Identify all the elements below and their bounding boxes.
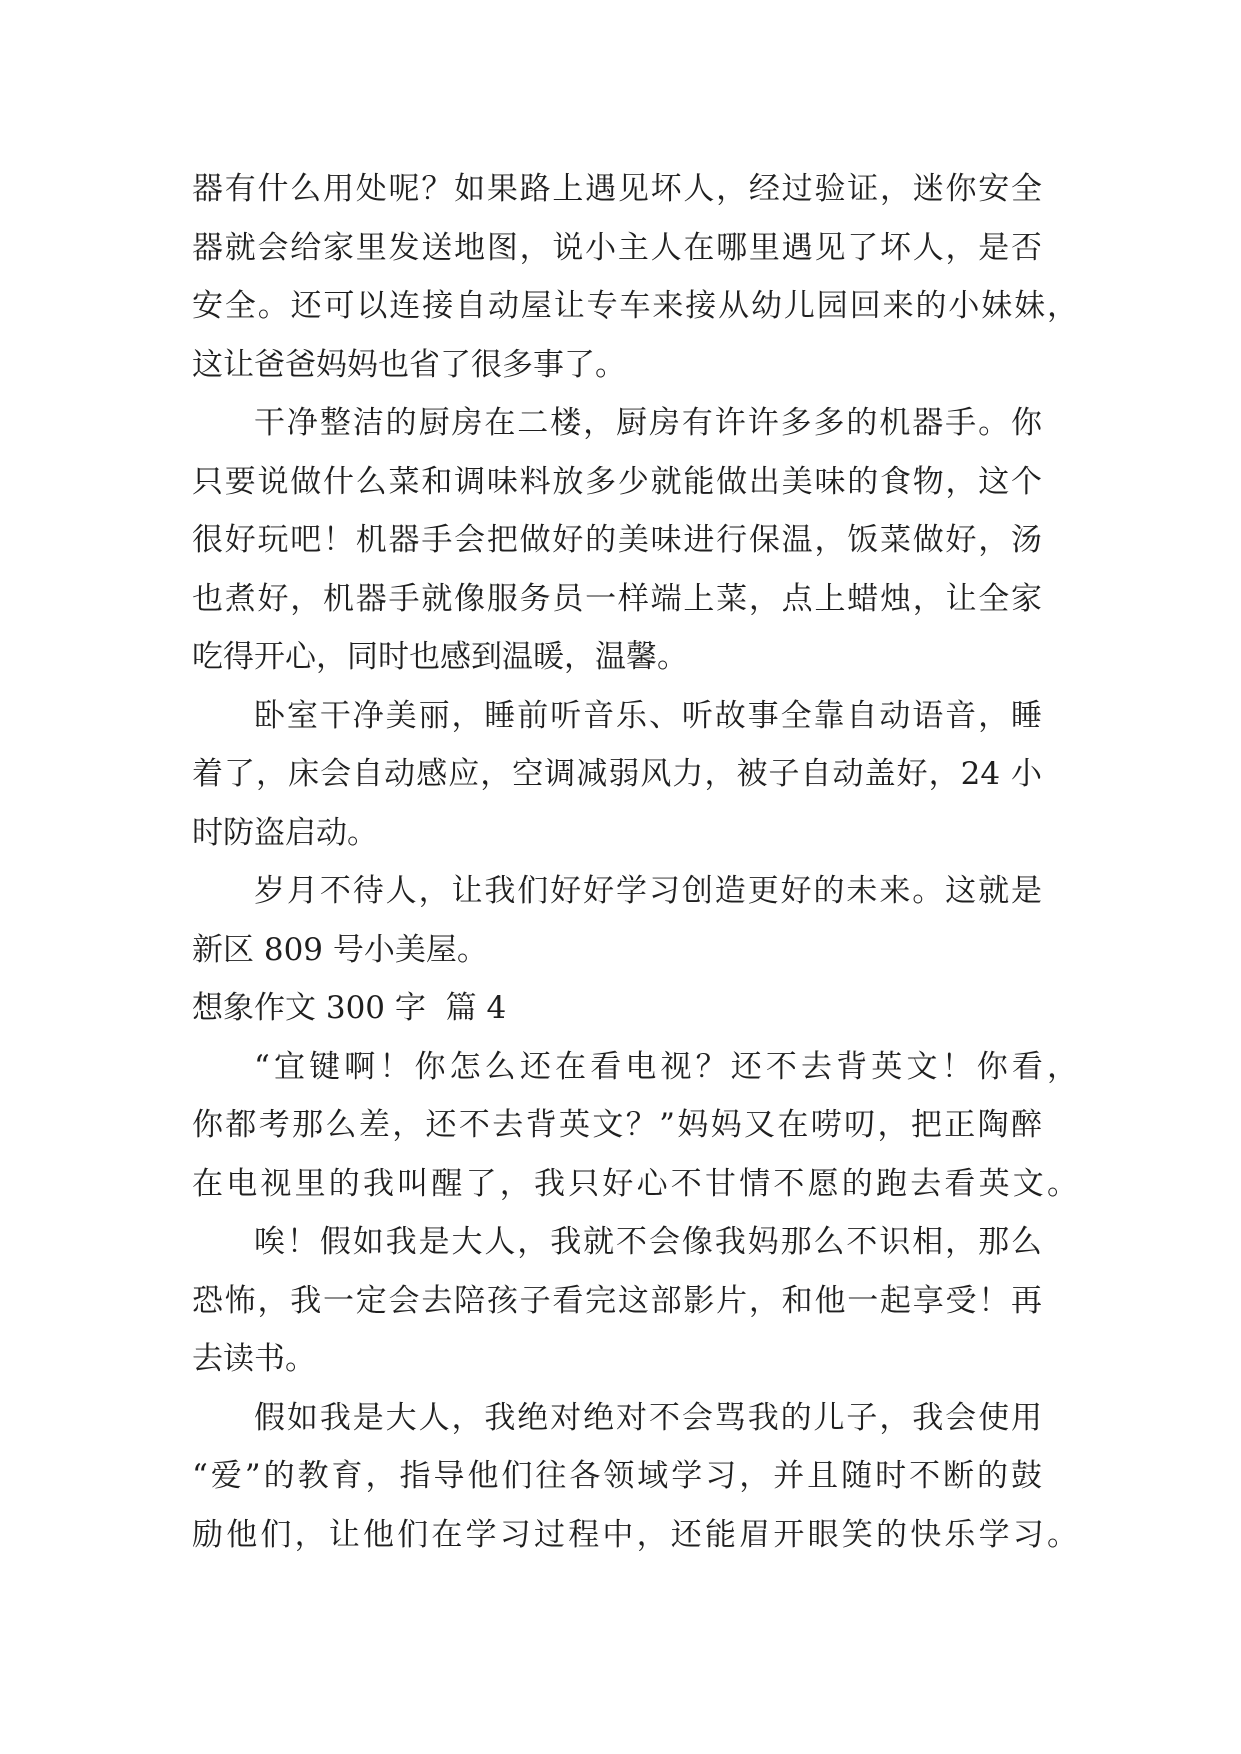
text-line: 安全。还可以连接自动屋让专车来接从幼儿园回来的小妹妹， [192,288,1078,324]
text-line: 唉！假如我是大人，我就不会像我妈那么不识相，那么 [254,1224,1042,1260]
section-heading: 想象作文 300 字 篇 4 [192,990,507,1026]
text-line: 岁月不待人，让我们好好学习创造更好的未来。这就是 [254,873,1042,909]
text-line: 器就会给家里发送地图，说小主人在哪里遇见了坏人，是否 [192,229,1042,266]
text-line: 时防盗启动。 [192,814,378,851]
text-line: 在电视里的我叫醒了，我只好心不甘情不愿的跑去看英文。 [192,1165,1078,1202]
text-line: 只要说做什么菜和调味料放多少就能做出美味的食物，这个 [192,463,1042,500]
text-line: 假如我是大人，我绝对绝对不会骂我的儿子，我会使用 [254,1399,1042,1436]
text-line: 也煮好，机器手就像服务员一样端上菜，点上蜡烛，让全家 [192,580,1042,617]
text-line: 新区 809 号小美屋。 [192,931,488,968]
text-line: 励他们，让他们在学习过程中，还能眉开眼笑的快乐学习。 [192,1516,1078,1553]
text-line: 恐怖，我一定会去陪孩子看完这部影片，和他一起享受！再 [192,1282,1042,1319]
text-line: 干净整洁的厨房在二楼，厨房有许许多多的机器手。你 [254,405,1042,441]
text-line: 着了，床会自动感应，空调减弱风力，被子自动盖好，24 小 [192,756,1042,792]
text-line: 去读书。 [192,1341,316,1377]
text-line: 这让爸爸妈妈也省了很多事了。 [192,346,626,383]
document-body [192,160,1092,1564]
text-line: 很好玩吧！机器手会把做好的美味进行保温，饭菜做好，汤 [192,522,1042,558]
text-line: “爱”的教育，指导他们往各领域学习，并且随时不断的鼓 [192,1458,1042,1494]
text-line: 吃得开心，同时也感到温暖，温馨。 [192,639,688,675]
text-line: 器有什么用处呢？如果路上遇见坏人，经过验证，迷你安全 [192,171,1042,207]
text-line: 你都考那么差，还不去背英文？”妈妈又在唠叨，把正陶醉 [192,1107,1042,1143]
text-line: 卧室干净美丽，睡前听音乐、听故事全靠自动语音，睡 [254,697,1042,734]
text-line: “宜键啊！你怎么还在看电视？还不去背英文！你看， [254,1048,1078,1085]
